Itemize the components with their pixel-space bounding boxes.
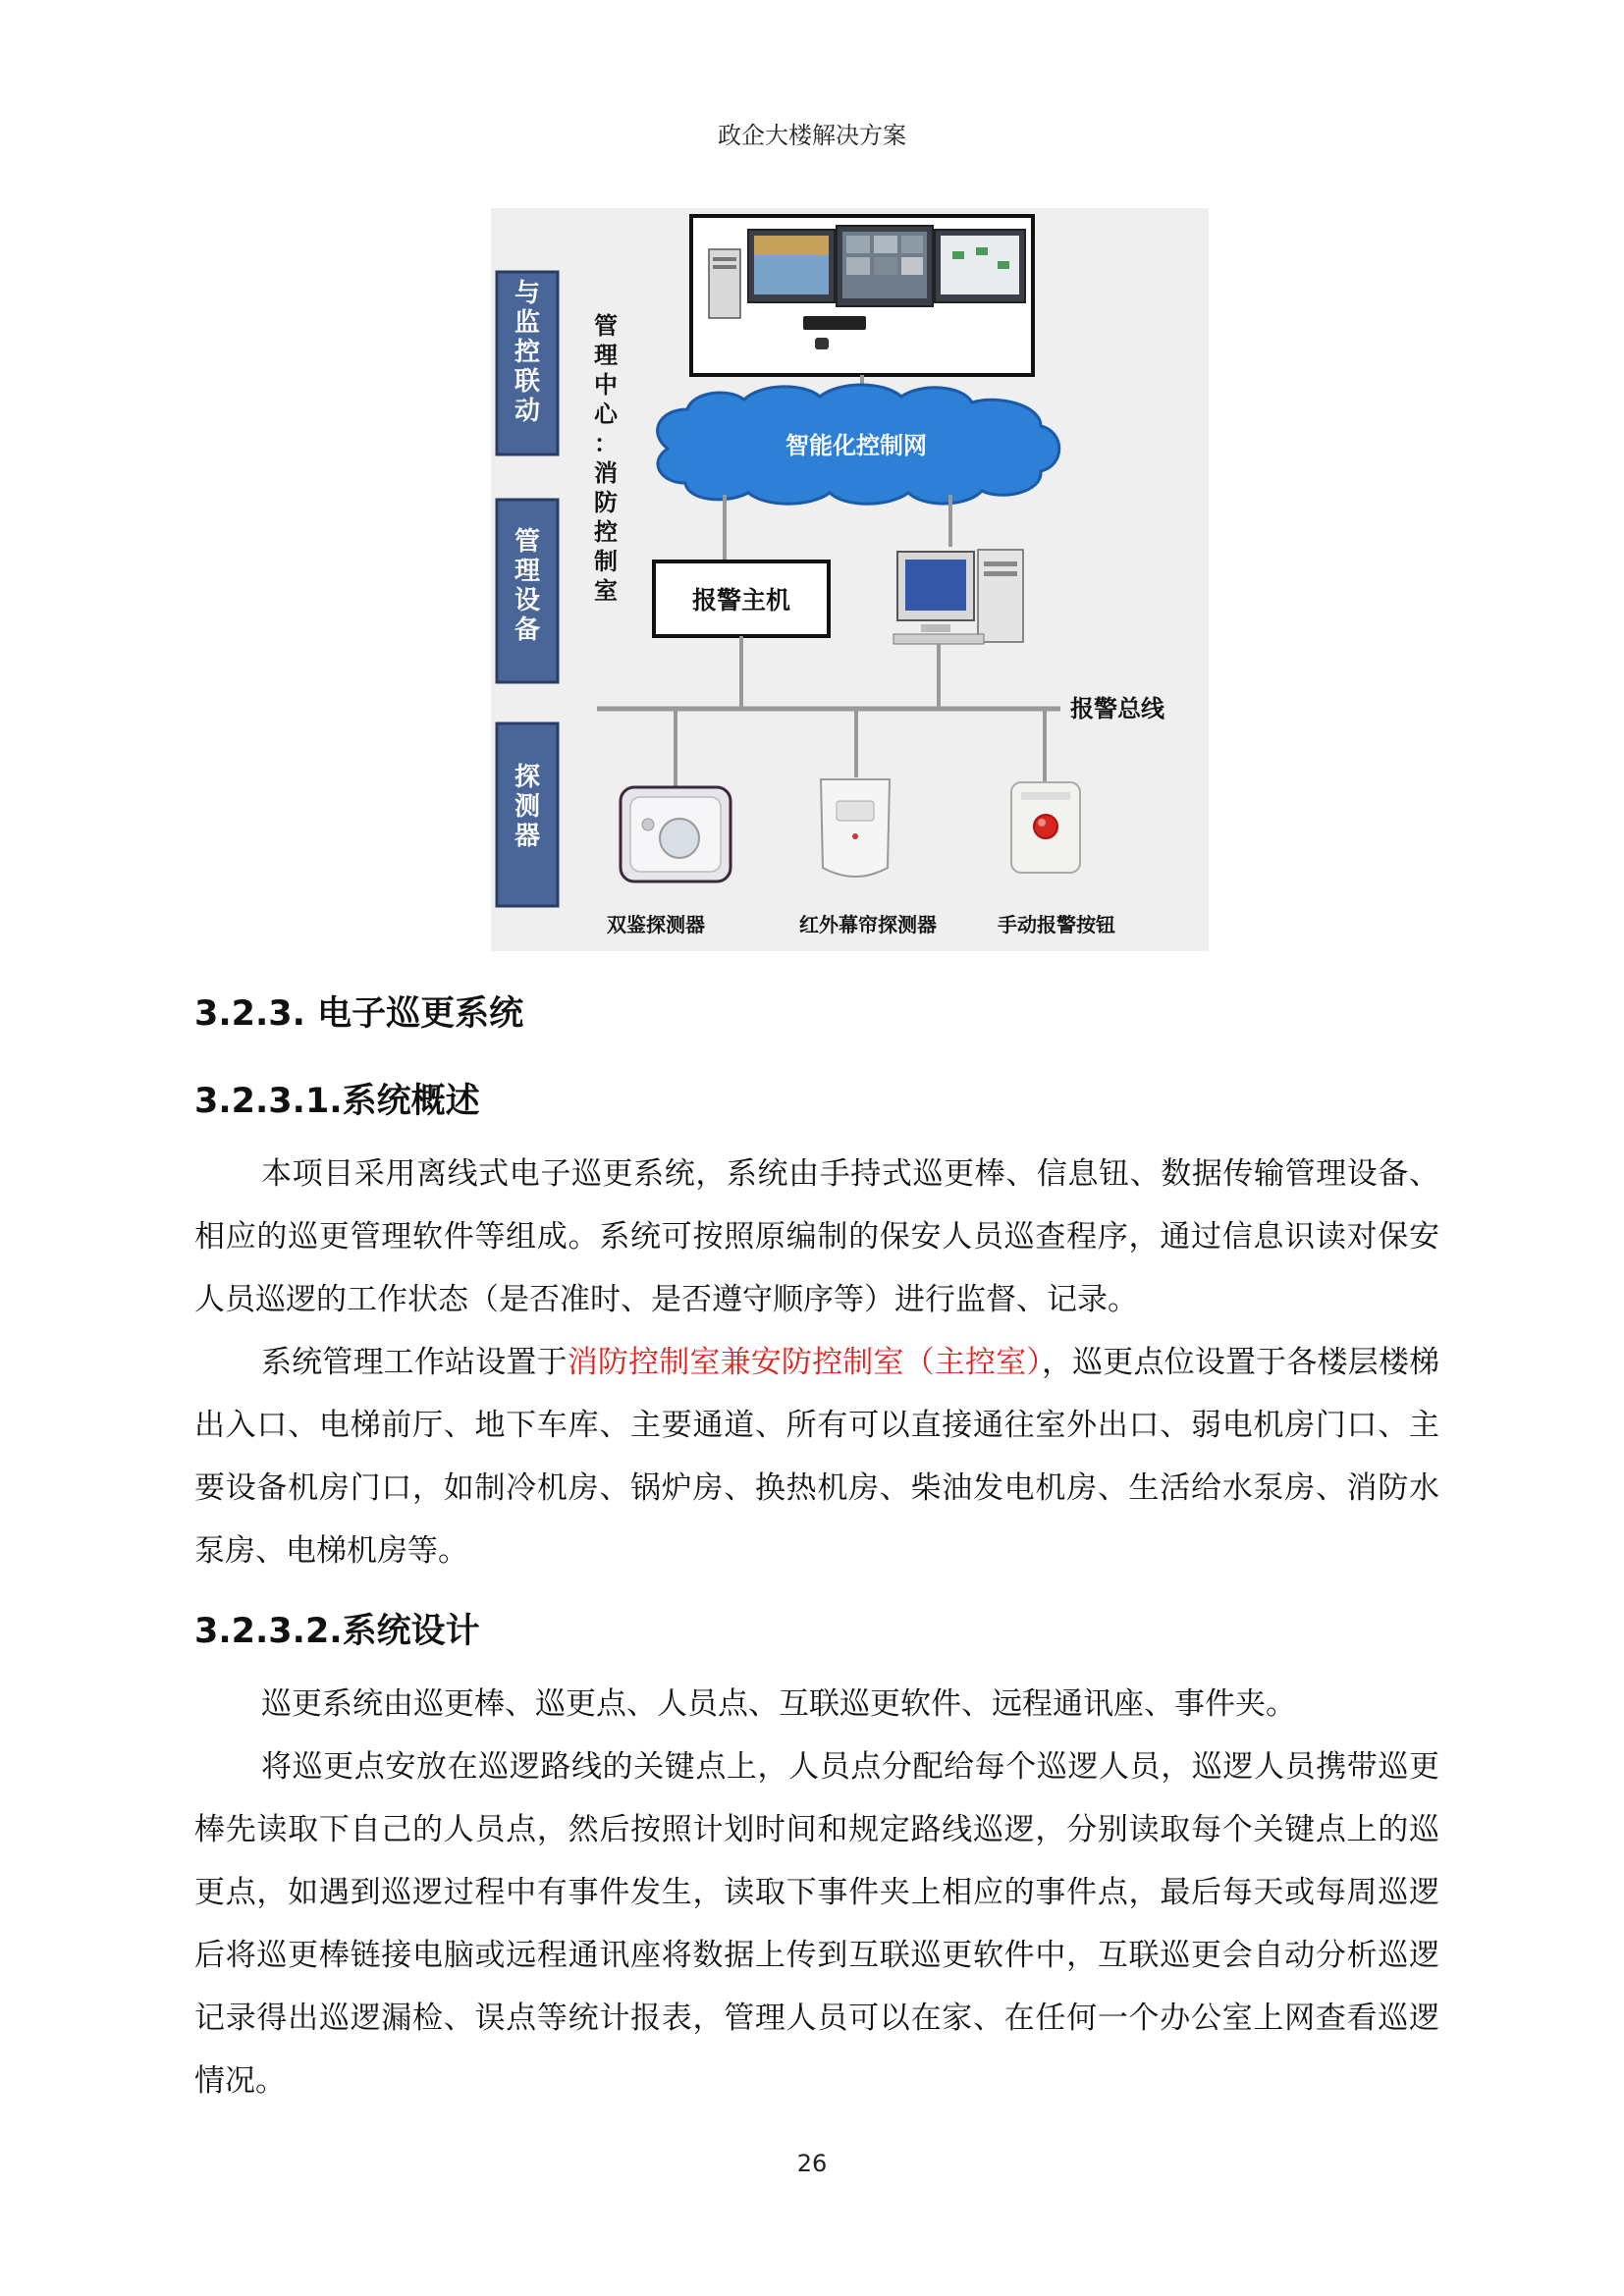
alarm-system-diagram — [491, 208, 1209, 951]
p2-text-before: 系统管理工作站设置于 — [261, 1345, 568, 1380]
side-label-detector: 探测器 — [514, 763, 541, 851]
design-paragraph-1: 巡更系统由巡更棒、巡更点、人员点、互联巡更软件、远程通讯座、事件夹。 — [261, 1686, 1296, 1722]
control-network-cloud — [658, 385, 1059, 504]
infrared-curtain-detector-image — [821, 779, 890, 877]
monitoring-workstation-image — [691, 216, 1033, 375]
cloud-label: 智能化控制网 — [785, 432, 927, 459]
p2-text-after: ，巡更点位设置于各楼层楼梯出入口、电梯前厅、地下车库、主要通道、所有可以直接通往室外出口、弱电机房门口、主要设备机房门口，如制冷机房、锅炉房、换热机房、柴油发电机房、生活给水泵房、消防水泵房、电梯机房等。 — [194, 1345, 1440, 1569]
control-room-highlight: 消防控制室兼安防控制室（主控室） — [567, 1345, 1042, 1380]
alarm-host-box — [654, 561, 829, 636]
side-box-management — [497, 500, 558, 682]
overview-paragraph-2 — [194, 1331, 1439, 1582]
manual-alarm-button-image — [1011, 782, 1080, 873]
side-box-detector — [497, 723, 558, 906]
overview-paragraph-1: 本项目采用离线式电子巡更系统，系统由手持式巡更棒、信息钮、数据传输管理设备、相应的巡更管理软件等组成。系统可按照原编制的保安人员巡查程序，通过信息识读对保安人员巡逻的工作状态（是否准时、是否遵守顺序等）进行监督、记录。 — [194, 1156, 1439, 1317]
page-header: 政企大楼解决方案 — [718, 122, 906, 149]
device-label-button: 手动报警按钮 — [998, 913, 1115, 936]
alarm-bus-label: 报警总线 — [1070, 695, 1164, 722]
side-box-linkage — [497, 272, 558, 454]
side-label-management: 管理设备 — [514, 527, 541, 645]
device-label-infrared: 红外幕帘探测器 — [799, 913, 937, 936]
section-heading-3-2-3-1: 3.2.3.1.系统概述 — [194, 1082, 480, 1121]
section-heading-3-2-3-2: 3.2.3.2.系统设计 — [194, 1612, 480, 1651]
page-number: 26 — [796, 2150, 828, 2177]
side-label-linkage: 与监控联动 — [514, 279, 541, 426]
section-heading-3-2-3: 3.2.3. 电子巡更系统 — [194, 994, 524, 1034]
dual-detector-image — [621, 787, 731, 881]
alarm-host-label: 报警主机 — [691, 586, 791, 614]
device-label-dual: 双鉴探测器 — [607, 913, 705, 936]
management-center-label: 管理中心：消防控制室 — [594, 312, 618, 605]
client-pc-image — [893, 550, 1023, 644]
design-paragraph-2: 将巡更点安放在巡逻路线的关键点上，人员点分配给每个巡逻人员，巡逻人员携带巡更棒先读取下自己的人员点，然后按照计划时间和规定路线巡逻，分别读取每个关键点上的巡更点，如遇到巡逻过程中有事件发生，读取下事件夹上相应的事件点，最后每天或每周巡逻后将巡更棒链接电脑或远程通讯座将数据上传到互联巡更软件中，互联巡更会自动分析巡逻记录得出巡逻漏检、误点等统计报表，管理人员可以在家、在任何一个办公室上网查看巡逻情况。 — [194, 1749, 1439, 2099]
